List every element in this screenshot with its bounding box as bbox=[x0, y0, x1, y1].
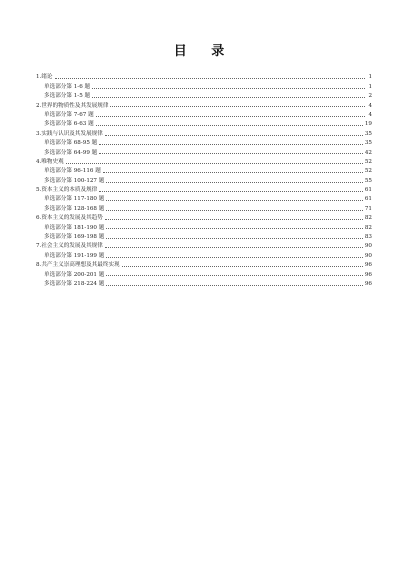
toc-dot-leader bbox=[122, 266, 363, 267]
toc-dot-leader bbox=[106, 228, 363, 229]
toc-page-number: 61 bbox=[364, 196, 372, 203]
toc-entry[interactable] bbox=[36, 212, 372, 221]
toc-page-number: 71 bbox=[364, 205, 372, 212]
toc-subentry[interactable] bbox=[36, 90, 372, 99]
toc-entry[interactable] bbox=[36, 127, 372, 136]
toc-entry[interactable] bbox=[36, 240, 372, 249]
toc-page-number: 96 bbox=[364, 271, 372, 278]
toc-subentry[interactable] bbox=[36, 80, 372, 89]
toc-subentry[interactable] bbox=[36, 278, 372, 287]
toc-dot-leader bbox=[110, 106, 365, 107]
page-title: 目 录 bbox=[173, 44, 235, 59]
toc-page-number: 96 bbox=[364, 280, 372, 287]
toc-subentry[interactable] bbox=[36, 137, 372, 146]
toc-page-number: 52 bbox=[364, 168, 372, 175]
toc-entry[interactable] bbox=[36, 99, 372, 108]
toc-entry[interactable] bbox=[36, 71, 372, 80]
toc-entry-label: 单选部分第 181-190 题 bbox=[44, 224, 105, 231]
toc-entry[interactable] bbox=[36, 184, 372, 193]
toc-page-number: 1 bbox=[368, 74, 372, 81]
toc-page-number: 90 bbox=[364, 243, 372, 250]
toc-dot-leader bbox=[106, 210, 363, 211]
toc-entry-label: 5.资本主义的本质及规律 bbox=[36, 187, 98, 194]
toc-page-number: 55 bbox=[364, 177, 372, 184]
toc-dot-leader bbox=[105, 219, 363, 220]
toc-entry-label: 单选部分第 1-6 题 bbox=[44, 83, 91, 90]
toc-entry-label: 8.共产主义崇高理想及其最终实现 bbox=[36, 262, 120, 269]
toc-dot-leader bbox=[99, 153, 363, 154]
toc-dot-leader bbox=[106, 200, 363, 201]
toc-page-number: 4 bbox=[368, 111, 372, 118]
toc-page-number: 2 bbox=[368, 93, 372, 100]
toc-page-number: 35 bbox=[364, 130, 372, 137]
toc-entry-label: 单选部分第 200-201 题 bbox=[44, 271, 105, 278]
toc-page-number: 61 bbox=[364, 187, 372, 194]
toc-dot-leader bbox=[92, 97, 365, 98]
toc-dot-leader bbox=[92, 88, 365, 89]
toc-page-number: 96 bbox=[364, 262, 372, 269]
toc-dot-leader bbox=[105, 247, 363, 248]
toc-dot-leader bbox=[106, 285, 363, 286]
toc-entry-label: 7.社会主义的发展及其规律 bbox=[36, 243, 103, 250]
toc-page-number: 82 bbox=[364, 224, 372, 231]
toc-entry-label: 1.绪论 bbox=[36, 74, 53, 81]
toc-subentry[interactable] bbox=[36, 118, 372, 127]
toc-dot-leader bbox=[99, 191, 363, 192]
toc-subentry[interactable] bbox=[36, 146, 372, 155]
toc-subentry[interactable] bbox=[36, 221, 372, 230]
toc-entry-label: 2.世界的物质性及其发展规律 bbox=[36, 102, 109, 109]
toc-page-number: 4 bbox=[368, 102, 372, 109]
toc-entry-label: 6.资本主义的发展及其趋势 bbox=[36, 215, 103, 222]
toc-page-number: 83 bbox=[364, 234, 372, 241]
toc-dot-leader bbox=[105, 135, 363, 136]
toc-entry-label: 多选部分第 64-99 题 bbox=[44, 149, 98, 156]
toc-page-number: 35 bbox=[364, 140, 372, 147]
toc-subentry[interactable] bbox=[36, 268, 372, 277]
toc-subentry[interactable] bbox=[36, 174, 372, 183]
toc-entry-label: 单选部分第 7-67 题 bbox=[44, 111, 94, 118]
toc-dot-leader bbox=[66, 163, 363, 164]
toc-dot-leader bbox=[106, 257, 363, 258]
toc-subentry[interactable] bbox=[36, 202, 372, 211]
toc-entry-label: 单选部分第 68-95 题 bbox=[44, 140, 98, 147]
toc-subentry[interactable] bbox=[36, 231, 372, 240]
table-of-contents bbox=[36, 71, 372, 287]
toc-page-number: 1 bbox=[368, 83, 372, 90]
toc-entry-label: 多选部分第 128-168 题 bbox=[44, 205, 105, 212]
toc-entry-label: 3.实践与认识及其发展规律 bbox=[36, 130, 103, 137]
toc-dot-leader bbox=[99, 144, 363, 145]
toc-entry-label: 单选部分第 191-199 题 bbox=[44, 252, 105, 259]
toc-entry-label: 单选部分第 96-116 题 bbox=[44, 168, 101, 175]
toc-page-number: 52 bbox=[364, 158, 372, 165]
toc-dot-leader bbox=[96, 116, 365, 117]
toc-entry-label: 多选部分第 218-224 题 bbox=[44, 280, 105, 287]
toc-page-number: 42 bbox=[364, 149, 372, 156]
toc-entry-label: 单选部分第 117-180 题 bbox=[44, 196, 105, 203]
toc-subentry[interactable] bbox=[36, 165, 372, 174]
toc-dot-leader bbox=[55, 78, 365, 79]
toc-entry[interactable] bbox=[36, 156, 372, 165]
toc-dot-leader bbox=[106, 182, 363, 183]
toc-entry-label: 多选部分第 100-127 题 bbox=[44, 177, 105, 184]
toc-entry-label: 多选部分第 169-198 题 bbox=[44, 234, 105, 241]
toc-entry-label: 多选部分第 1-5 题 bbox=[44, 93, 91, 100]
toc-entry[interactable] bbox=[36, 259, 372, 268]
toc-page-number: 90 bbox=[364, 252, 372, 259]
toc-dot-leader bbox=[106, 275, 363, 276]
toc-entry-label: 多选部分第 6-63 题 bbox=[44, 121, 94, 128]
toc-subentry[interactable] bbox=[36, 249, 372, 258]
toc-dot-leader bbox=[106, 238, 363, 239]
toc-dot-leader bbox=[96, 125, 363, 126]
toc-entry-label: 4.唯物史观 bbox=[36, 158, 64, 165]
toc-page-number: 19 bbox=[364, 121, 372, 128]
toc-subentry[interactable] bbox=[36, 109, 372, 118]
toc-dot-leader bbox=[103, 172, 363, 173]
toc-subentry[interactable] bbox=[36, 193, 372, 202]
toc-page-number: 82 bbox=[364, 215, 372, 222]
